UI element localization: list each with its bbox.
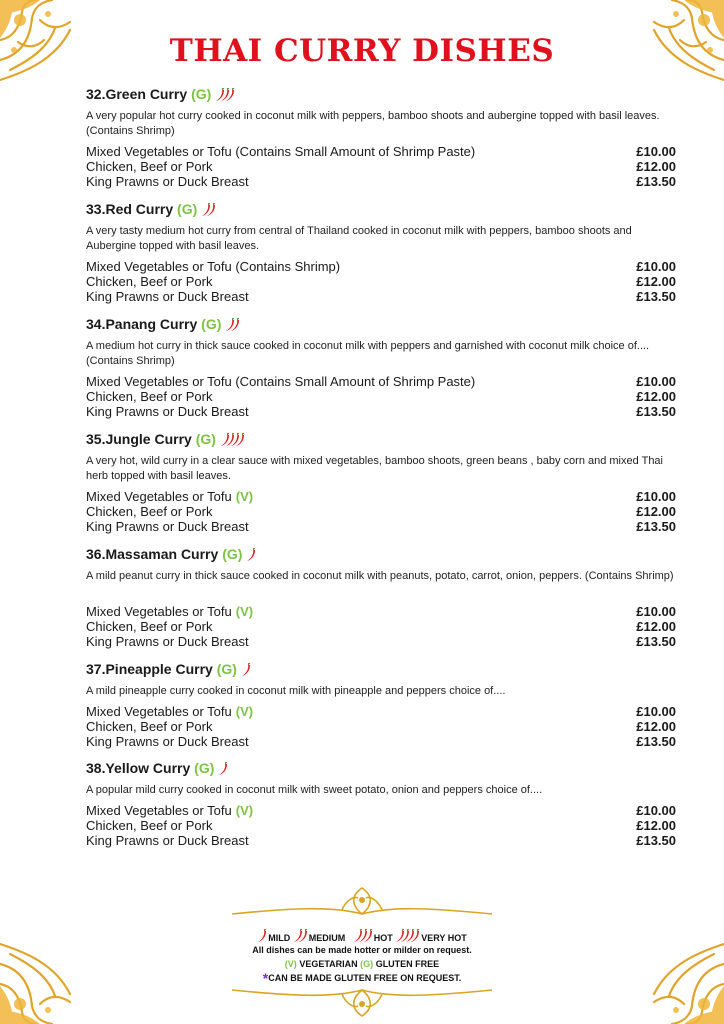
option-name: King Prawns or Duck Breast — [86, 734, 249, 749]
veg-tag: (V) — [284, 959, 297, 969]
option-price: £12.00 — [636, 818, 676, 833]
dish-item — [86, 544, 676, 649]
option-name: King Prawns or Duck Breast — [86, 174, 249, 189]
option-price: £12.00 — [636, 274, 676, 289]
option-label — [86, 259, 344, 274]
price-option-row — [86, 604, 676, 619]
price-option-row — [86, 404, 676, 419]
dish-item — [86, 758, 676, 848]
dish-item — [86, 314, 676, 419]
vegetarian-tag: (V) — [235, 489, 254, 504]
dish-name: 38.Yellow Curry — [86, 760, 191, 776]
option-label — [86, 504, 216, 519]
dish-description: A mild pineapple curry cooked in coconut milk with pineapple and peppers choice of.... — [86, 685, 506, 697]
gluten-free-tag: (G) — [191, 86, 212, 102]
option-price: £10.00 — [636, 604, 676, 619]
dish-title — [86, 758, 676, 778]
dish-title — [86, 659, 676, 679]
option-name: Mixed Vegetables or Tofu (Contains Small Amount of Shrimp Paste) — [86, 374, 476, 389]
dish-name: 37.Pineapple Curry — [86, 661, 213, 677]
price-option-row — [86, 833, 676, 848]
footer-top-ornament-icon — [232, 884, 492, 920]
option-price: £13.50 — [636, 404, 676, 419]
price-options — [86, 259, 676, 304]
option-price: £10.00 — [636, 374, 676, 389]
option-label — [86, 519, 253, 534]
dish-title — [86, 314, 676, 334]
option-name: Chicken, Beef or Pork — [86, 619, 213, 634]
option-name: King Prawns or Duck Breast — [86, 833, 249, 848]
option-name: Chicken, Beef or Pork — [86, 818, 213, 833]
option-label — [86, 619, 216, 634]
gluten-free-tag: (G) — [195, 431, 216, 447]
dish-title — [86, 429, 676, 449]
option-name: King Prawns or Duck Breast — [86, 289, 249, 304]
option-name: Chicken, Beef or Pork — [86, 159, 213, 174]
legend-tags — [0, 957, 724, 971]
chili-icon — [241, 662, 252, 682]
option-name: Chicken, Beef or Pork — [86, 504, 213, 519]
option-price: £10.00 — [636, 259, 676, 274]
dish-description: A very hot, wild curry in a clear sauce with mixed vegetables, bamboo shoots, green beans , baby corn and mixed Thai herb topped with basil leaves. — [86, 455, 663, 482]
price-option-row — [86, 489, 676, 504]
option-label — [86, 489, 253, 504]
option-price: £12.00 — [636, 389, 676, 404]
vegetarian-tag: (V) — [235, 604, 254, 619]
option-price: £13.50 — [636, 734, 676, 749]
option-price: £13.50 — [636, 174, 676, 189]
price-option-row — [86, 289, 676, 304]
dish-title — [86, 544, 676, 564]
dish-item — [86, 429, 676, 534]
dish-description: A very popular hot curry cooked in coconut milk with peppers, bamboo shoots and aubergine topped with basil leaves. (Contains Shrimp) — [86, 110, 660, 137]
dish-item — [86, 659, 676, 749]
option-price: £10.00 — [636, 144, 676, 159]
gluten-free-tag: (G) — [201, 316, 222, 332]
dish-description: A mild peanut curry in thick sauce cooked in coconut milk with peanuts, potato, carrot, onion, peppers. (Contains Shrimp) — [86, 570, 674, 582]
star-icon: * — [262, 970, 269, 986]
gluten-free-tag: (G) — [177, 201, 198, 217]
dish-name: 36.Massaman Curry — [86, 546, 219, 562]
option-label — [86, 604, 253, 619]
price-option-row — [86, 734, 676, 749]
dish-item — [86, 199, 676, 304]
option-price: £10.00 — [636, 489, 676, 504]
option-label — [86, 404, 253, 419]
legend-medium: MEDIUM — [308, 933, 346, 943]
price-option-row — [86, 259, 676, 274]
option-label — [86, 159, 216, 174]
option-price: £12.00 — [636, 719, 676, 734]
chili-icon — [218, 761, 229, 781]
option-name: Mixed Vegetables or Tofu — [86, 803, 232, 818]
gf-tag: (G) — [360, 959, 374, 969]
option-name: Mixed Vegetables or Tofu — [86, 604, 232, 619]
chili-icon — [215, 87, 236, 107]
legend-hot: HOT — [373, 933, 393, 943]
price-option-row — [86, 803, 676, 818]
price-option-row — [86, 159, 676, 174]
dish-title — [86, 199, 676, 219]
option-price: £12.00 — [636, 619, 676, 634]
gluten-free-tag: (G) — [222, 546, 243, 562]
heat-legend — [0, 929, 724, 943]
price-option-row — [86, 619, 676, 634]
chili-icon — [220, 432, 246, 452]
veg-label: VEGETARIAN — [299, 959, 358, 969]
price-options — [86, 374, 676, 419]
option-label — [86, 734, 253, 749]
star-note: CAN BE MADE GLUTEN FREE ON REQUEST. — [268, 973, 462, 983]
option-price: £13.50 — [636, 833, 676, 848]
page-title: THAI CURRY DISHES — [169, 33, 555, 69]
option-label — [86, 634, 253, 649]
dish-title — [86, 84, 676, 104]
gluten-free-tag: (G) — [194, 760, 215, 776]
option-name: Chicken, Beef or Pork — [86, 274, 213, 289]
option-price: £13.50 — [636, 289, 676, 304]
option-label — [86, 803, 253, 818]
option-name: King Prawns or Duck Breast — [86, 634, 249, 649]
option-name: Mixed Vegetables or Tofu — [86, 704, 232, 719]
option-price: £10.00 — [636, 803, 676, 818]
option-label — [86, 289, 253, 304]
legend — [0, 929, 724, 985]
dish-description: A popular mild curry cooked in coconut milk with sweet potato, onion and peppers choice of.... — [86, 784, 543, 796]
legend-very-hot: VERY HOT — [421, 933, 467, 943]
dish-name: 33.Red Curry — [86, 201, 174, 217]
price-options — [86, 604, 676, 649]
option-label — [86, 818, 216, 833]
vegetarian-tag: (V) — [235, 803, 254, 818]
dish-description: A very tasty medium hot curry from central of Thailand cooked in coconut milk with peppers, bamboo shoots and Aubergine topped with basil leaves. — [86, 225, 632, 252]
legend-star-note — [0, 971, 724, 985]
option-label — [86, 704, 253, 719]
price-option-row — [86, 144, 676, 159]
vegetarian-tag: (V) — [235, 704, 254, 719]
option-name: Chicken, Beef or Pork — [86, 389, 213, 404]
price-option-row — [86, 519, 676, 534]
option-label — [86, 174, 253, 189]
option-name: Chicken, Beef or Pork — [86, 719, 213, 734]
option-label — [86, 144, 479, 159]
option-label — [86, 719, 216, 734]
price-option-row — [86, 634, 676, 649]
price-option-row — [86, 274, 676, 289]
price-option-row — [86, 504, 676, 519]
price-options — [86, 489, 676, 534]
dish-name: 34.Panang Curry — [86, 316, 198, 332]
price-options — [86, 704, 676, 749]
option-label — [86, 833, 253, 848]
option-price: £13.50 — [636, 634, 676, 649]
price-option-row — [86, 174, 676, 189]
legend-mild: MILD — [268, 933, 291, 943]
option-name: Mixed Vegetables or Tofu (Contains Small Amount of Shrimp Paste) — [86, 144, 476, 159]
price-option-row — [86, 389, 676, 404]
option-label — [86, 274, 216, 289]
gf-label: GLUTEN FREE — [375, 959, 440, 969]
price-option-row — [86, 719, 676, 734]
price-option-row — [86, 818, 676, 833]
chili-icon — [225, 317, 241, 337]
price-option-row — [86, 704, 676, 719]
price-options — [86, 144, 676, 189]
option-price: £12.00 — [636, 504, 676, 519]
option-price: £10.00 — [636, 704, 676, 719]
legend-note: All dishes can be made hotter or milder on request. — [252, 945, 472, 955]
dish-item — [86, 84, 676, 189]
option-label — [86, 374, 479, 389]
footer-bottom-ornament-icon — [232, 984, 492, 1020]
price-option-row — [86, 374, 676, 389]
gluten-free-tag: (G) — [216, 661, 237, 677]
dish-name: 35.Jungle Curry — [86, 431, 192, 447]
dish-description: A medium hot curry in thick sauce cooked in coconut milk with peppers and garnished with coconut milk choice of.... (Contains Shrimp) — [86, 340, 650, 367]
option-name: King Prawns or Duck Breast — [86, 519, 249, 534]
price-options — [86, 803, 676, 848]
option-price: £13.50 — [636, 519, 676, 534]
option-name: Mixed Vegetables or Tofu — [86, 489, 232, 504]
option-label — [86, 389, 216, 404]
dish-name: 32.Green Curry — [86, 86, 188, 102]
chili-icon — [246, 547, 257, 567]
option-price: £12.00 — [636, 159, 676, 174]
chili-icon — [201, 202, 217, 222]
option-name: Mixed Vegetables or Tofu (Contains Shrimp) — [86, 259, 341, 274]
option-name: King Prawns or Duck Breast — [86, 404, 249, 419]
